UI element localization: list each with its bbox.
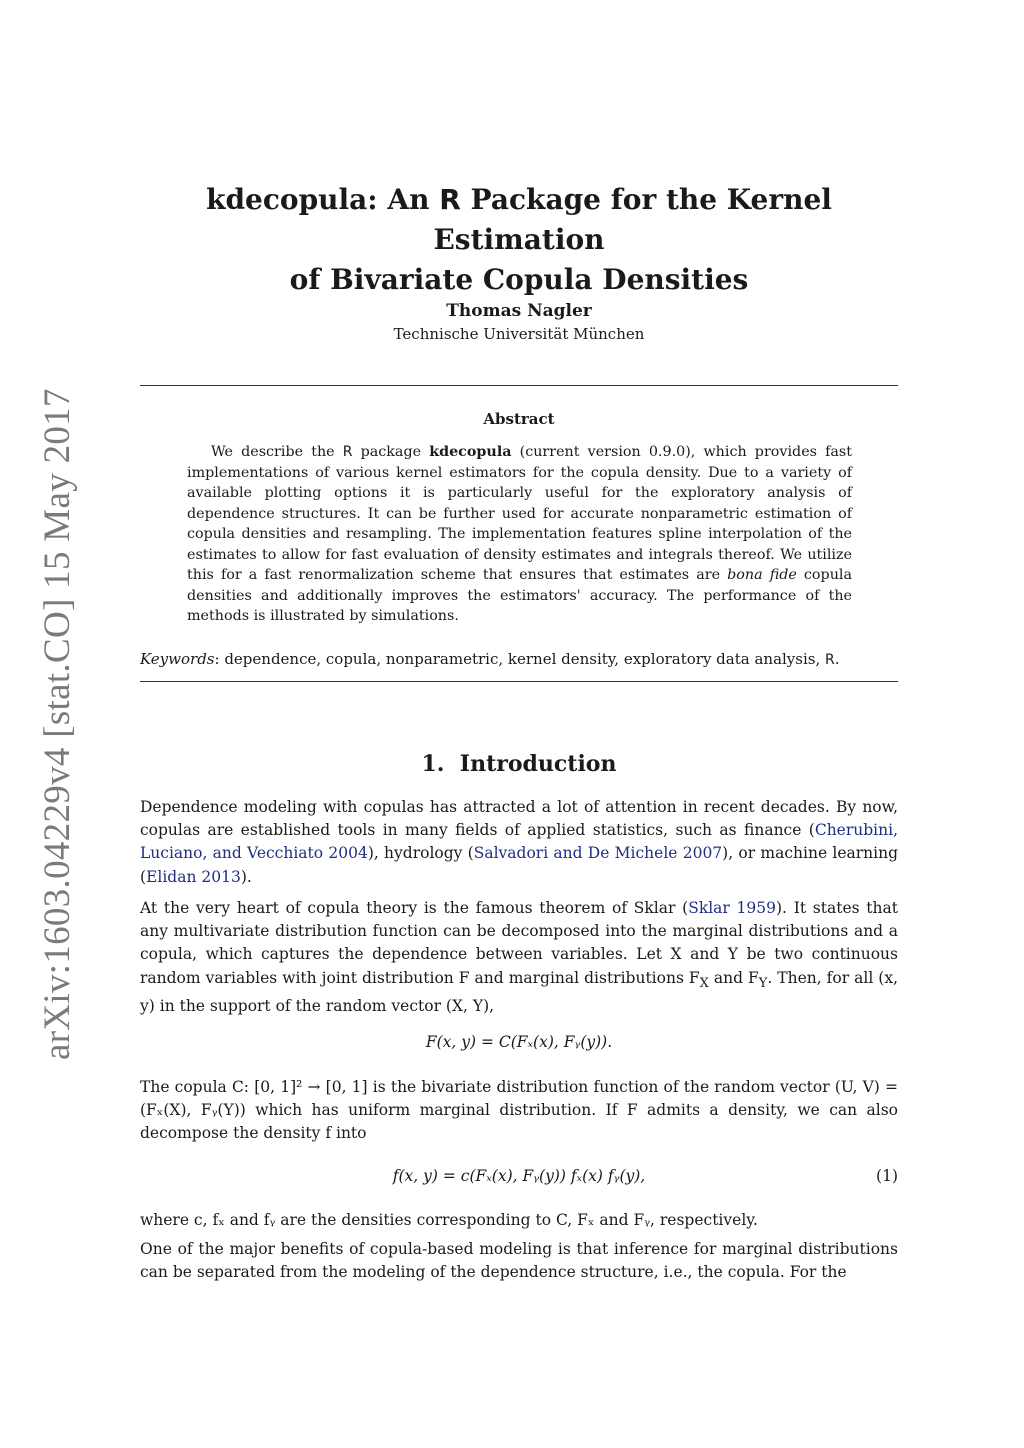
intro-paragraph-1 <box>140 796 898 889</box>
arxiv-stamp: arXiv:1603.04229v4 [stat.CO] 15 May 2017 <box>37 388 78 1060</box>
text: ), or machine learning ( <box>140 844 898 886</box>
title-r: R <box>439 183 461 216</box>
equation-1-formula: f(x, y) = c(Fₓ(x), Fᵧ(y)) fₓ(x) fᵧ(y), <box>392 1167 646 1185</box>
abstract-r: R <box>342 444 353 460</box>
text: Dependence modeling with copulas has attracted a lot of attention in recent decades. By now, copulas are established tools in many fields of applied statistics, such as finance ( <box>140 798 898 840</box>
text: and F <box>708 968 759 987</box>
subscript: Y <box>758 975 768 991</box>
text: At the very heart of copula theory is the famous theorem of Sklar ( <box>140 899 689 917</box>
abstract-package-name: kdecopula <box>429 444 512 460</box>
paper-title <box>140 180 898 300</box>
section-title: Introduction <box>459 751 617 777</box>
section-number: 1. <box>421 751 445 777</box>
abstract-text: (current version 0.9.0), which provides fast implementations of various kernel estimators for the copula density. Due to a variety of available plotting options it is particularly useful for the exploratory analysis of dependence structures. It can be further used for accurate nonparametric estimation of copula densities and resampling. The implementation features spline interpolation of the estimates to allow for fast evaluation of density estimates and integrals thereof. We utilize this for a fast renormalization scheme that ensures that estimates are <box>187 444 853 583</box>
title-pre: kdecopula: An <box>206 183 440 216</box>
citation-link[interactable]: Elidan 2013 <box>146 867 241 886</box>
abstract-top-rule <box>140 385 898 386</box>
citation-link[interactable]: Salvadori and De Michele 2007 <box>473 844 723 863</box>
section-heading <box>140 751 898 777</box>
intro-paragraph-2 <box>140 897 898 1018</box>
keywords-text: : dependence, copula, nonparametric, kernel density, exploratory data analysis, <box>214 650 826 668</box>
intro-paragraph-3: The copula C: [0, 1]² → [0, 1] is the bivariate distribution function of the random vector (U, V) = (Fₓ(X), Fᵧ(Y)) which has uniform marginal distribution. If F admits a density, we can also decompose the density f into <box>140 1078 898 1143</box>
abstract-heading: Abstract <box>483 410 555 428</box>
abstract-text: package <box>352 444 430 460</box>
title-line2: of Bivariate Copula Densities <box>289 263 749 296</box>
citation-link[interactable]: Cherubini, Luciano, and Vecchiato 2004 <box>140 821 898 863</box>
keywords-label: Keywords <box>140 650 215 668</box>
abstract-body <box>187 442 852 627</box>
abstract-emphasis: bona fide <box>727 567 797 583</box>
equation-number: (1) <box>876 1167 898 1185</box>
title-line1-post: Package for the Kernel Estimation <box>433 183 832 256</box>
citation-link[interactable]: Sklar 1959 <box>688 899 776 917</box>
abstract-text: We describe the <box>211 444 343 460</box>
abstract-bottom-rule <box>140 681 898 682</box>
keywords <box>140 650 898 668</box>
text: . Then, for all (x, y) in the support of the random vector (X, Y), <box>140 968 899 1015</box>
keywords-r: R <box>825 652 835 668</box>
author-name: Thomas Nagler <box>446 301 592 321</box>
subscript: X <box>699 975 709 991</box>
intro-paragraph-5: One of the major benefits of copula-based modeling is that inference for marginal distributions can be separated from the modeling of the dependence structure, i.e., the copula. For the <box>140 1240 898 1282</box>
equation-1 <box>140 1167 898 1185</box>
keywords-end: . <box>834 650 840 668</box>
text: ). <box>240 867 252 886</box>
intro-paragraph-4: where c, fₓ and fᵧ are the densities corresponding to C, Fₓ and Fᵧ, respectively. <box>140 1211 758 1229</box>
abstract-text: copula densities and additionally improves the estimators' accuracy. The performance of the methods is illustrated by simulations. <box>187 567 852 624</box>
text: ), hydrology ( <box>367 844 474 863</box>
equation-sklar: F(x, y) = C(Fₓ(x), Fᵧ(y)). <box>425 1033 613 1051</box>
text: ). It states that any multivariate distribution function can be decomposed into the marginal distributions and a copula, which captures the dependence between variables. Let X and Y be two continuous random variables with joint distribution F and marginal distributions F <box>140 899 898 987</box>
author-affiliation: Technische Universität München <box>393 325 645 343</box>
